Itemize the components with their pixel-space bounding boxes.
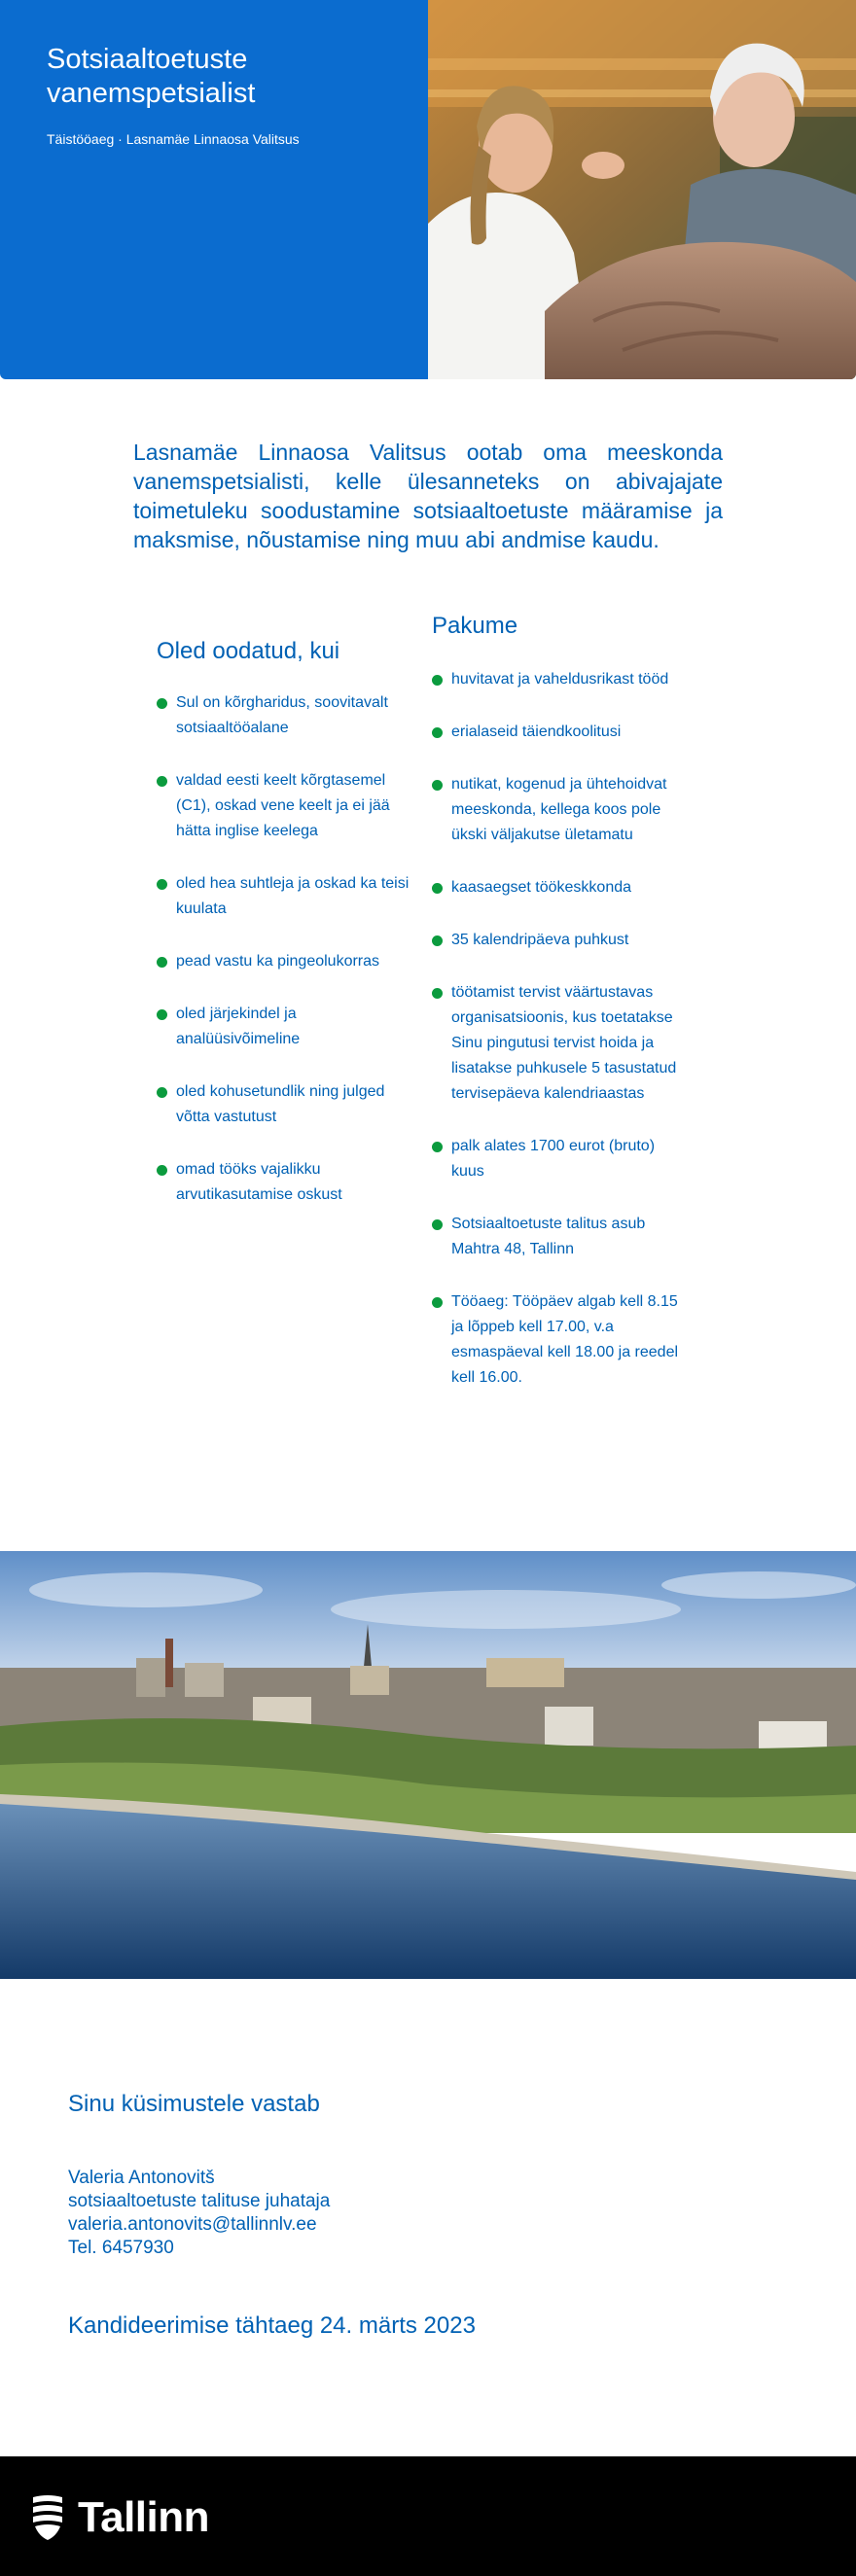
intro-paragraph: Lasnamäe Linnaosa Valitsus ootab oma meeskonda vanemspetsialisti, kelle ülesanneteks on abivajajate toimetuleku soodustamine sotsiaaltoetuste määramise ja maksmise, nõustamise ning muu abi andmise kaudu.	[133, 440, 723, 552]
contact-role: sotsiaaltoetuste talituse juhataja	[68, 2191, 331, 2211]
list-item	[432, 980, 690, 1107]
bullet-icon	[432, 675, 443, 686]
list-item	[157, 949, 419, 974]
requirements-list	[157, 690, 419, 1235]
contact-name: Valeria Antonovitš	[68, 2168, 215, 2188]
bullet-icon	[432, 1219, 443, 1230]
bullet-icon	[432, 727, 443, 738]
list-item	[157, 871, 419, 922]
logo-text: Tallinn	[78, 2493, 210, 2541]
caregiver-elderly-photo	[428, 0, 856, 379]
bullet-icon	[157, 1087, 167, 1098]
list-item	[157, 768, 419, 844]
tallinn-logo	[29, 2484, 209, 2552]
list-item-text: töötamist tervist väärtustavas organisatsioonis, kus toetatakse Sinu pingutusi tervist hoida ja lisatakse puhkusele 5 tasustatud tervisepäeva kalendriaastas	[451, 984, 677, 1102]
list-item-text: oled hea suhtleja ja oskad ka teisi kuulata	[176, 875, 410, 917]
bullet-icon	[432, 935, 443, 946]
list-item	[157, 1157, 419, 1208]
list-item-text: huvitavat ja vaheldusrikast tööd	[451, 671, 669, 688]
bullet-icon	[432, 780, 443, 791]
list-item-text: omad tööks vajalikku arvutikasutamise oskust	[176, 1161, 342, 1203]
list-item	[432, 1134, 690, 1184]
list-item-text: oled järjekindel ja analüüsivõimeline	[176, 1006, 301, 1047]
bullet-icon	[157, 879, 167, 890]
page-title-line-2: vanemspetsialist	[47, 78, 256, 109]
list-item-text: palk alates 1700 eurot (bruto) kuus	[451, 1138, 656, 1180]
requirements-title: Oled oodatud, kui	[157, 638, 340, 664]
list-item-text: nutikat, kogenud ja ühtehoidvat meeskonda, kellega koos pole ükski väljakutse ületamatu	[451, 776, 667, 843]
list-item	[157, 1079, 419, 1130]
hero-title-panel	[0, 0, 428, 379]
application-deadline: Kandideerimise tähtaeg 24. märts 2023	[68, 2312, 476, 2339]
list-item-text: pead vastu ka pingeolukorras	[176, 953, 380, 970]
list-item	[432, 875, 690, 900]
tallinn-skyline-photo	[0, 1551, 856, 1979]
list-item	[432, 928, 690, 953]
job-subtitle: Täistööaeg · Lasnamäe Linnaosa Valitsus	[47, 131, 300, 147]
bullet-icon	[157, 1165, 167, 1176]
footer	[0, 2456, 856, 2576]
list-item-text: erialaseid täiendkoolitusi	[451, 723, 622, 740]
contact-block	[68, 2167, 330, 2260]
offers-list	[432, 667, 690, 1418]
list-item-text: Sotsiaaltoetuste talitus asub Mahtra 48, Tallinn	[451, 1216, 646, 1257]
bullet-icon	[432, 883, 443, 894]
contact-title: Sinu küsimustele vastab	[68, 2091, 320, 2117]
hero-photo-illustration	[428, 0, 856, 379]
bullet-icon	[157, 698, 167, 709]
page-title-line-1: Sotsiaaltoetuste	[47, 44, 248, 75]
city-photo-illustration	[0, 1551, 856, 1979]
page-title	[47, 43, 416, 111]
contact-email-link[interactable]: valeria.antonovits@tallinnlv.ee	[68, 2214, 317, 2235]
contact-phone: Tel. 6457930	[68, 2238, 174, 2258]
tallinn-crest-icon	[29, 2493, 66, 2542]
list-item-text: Tööaeg: Tööpäev algab kell 8.15 ja lõppeb kell 17.00, v.a esmaspäeval kell 18.00 ja reedel kell 16.00.	[451, 1293, 679, 1386]
list-item	[432, 772, 690, 848]
list-item	[432, 1289, 690, 1391]
bullet-icon	[157, 957, 167, 968]
bullet-icon	[432, 988, 443, 999]
list-item-text: oled kohusetundlik ning julged võtta vastutust	[176, 1083, 385, 1125]
hero-section	[0, 0, 856, 379]
list-item-text: 35 kalendripäeva puhkust	[451, 932, 629, 948]
offers-title: Pakume	[432, 613, 518, 639]
list-item-text: kaasaegset töökeskkonda	[451, 879, 632, 896]
bullet-icon	[432, 1142, 443, 1152]
list-item	[432, 720, 690, 745]
list-item	[432, 1212, 690, 1262]
list-item-text: Sul on kõrgharidus, soovitavalt sotsiaaltööalane	[176, 694, 388, 736]
bullet-icon	[157, 776, 167, 787]
bullet-icon	[157, 1009, 167, 1020]
bullet-icon	[432, 1297, 443, 1308]
list-item	[157, 690, 419, 741]
list-item	[157, 1002, 419, 1052]
list-item-text: valdad eesti keelt kõrgtasemel (C1), oskad vene keelt ja ei jää hätta inglise keelega	[176, 772, 390, 839]
list-item	[432, 667, 690, 692]
